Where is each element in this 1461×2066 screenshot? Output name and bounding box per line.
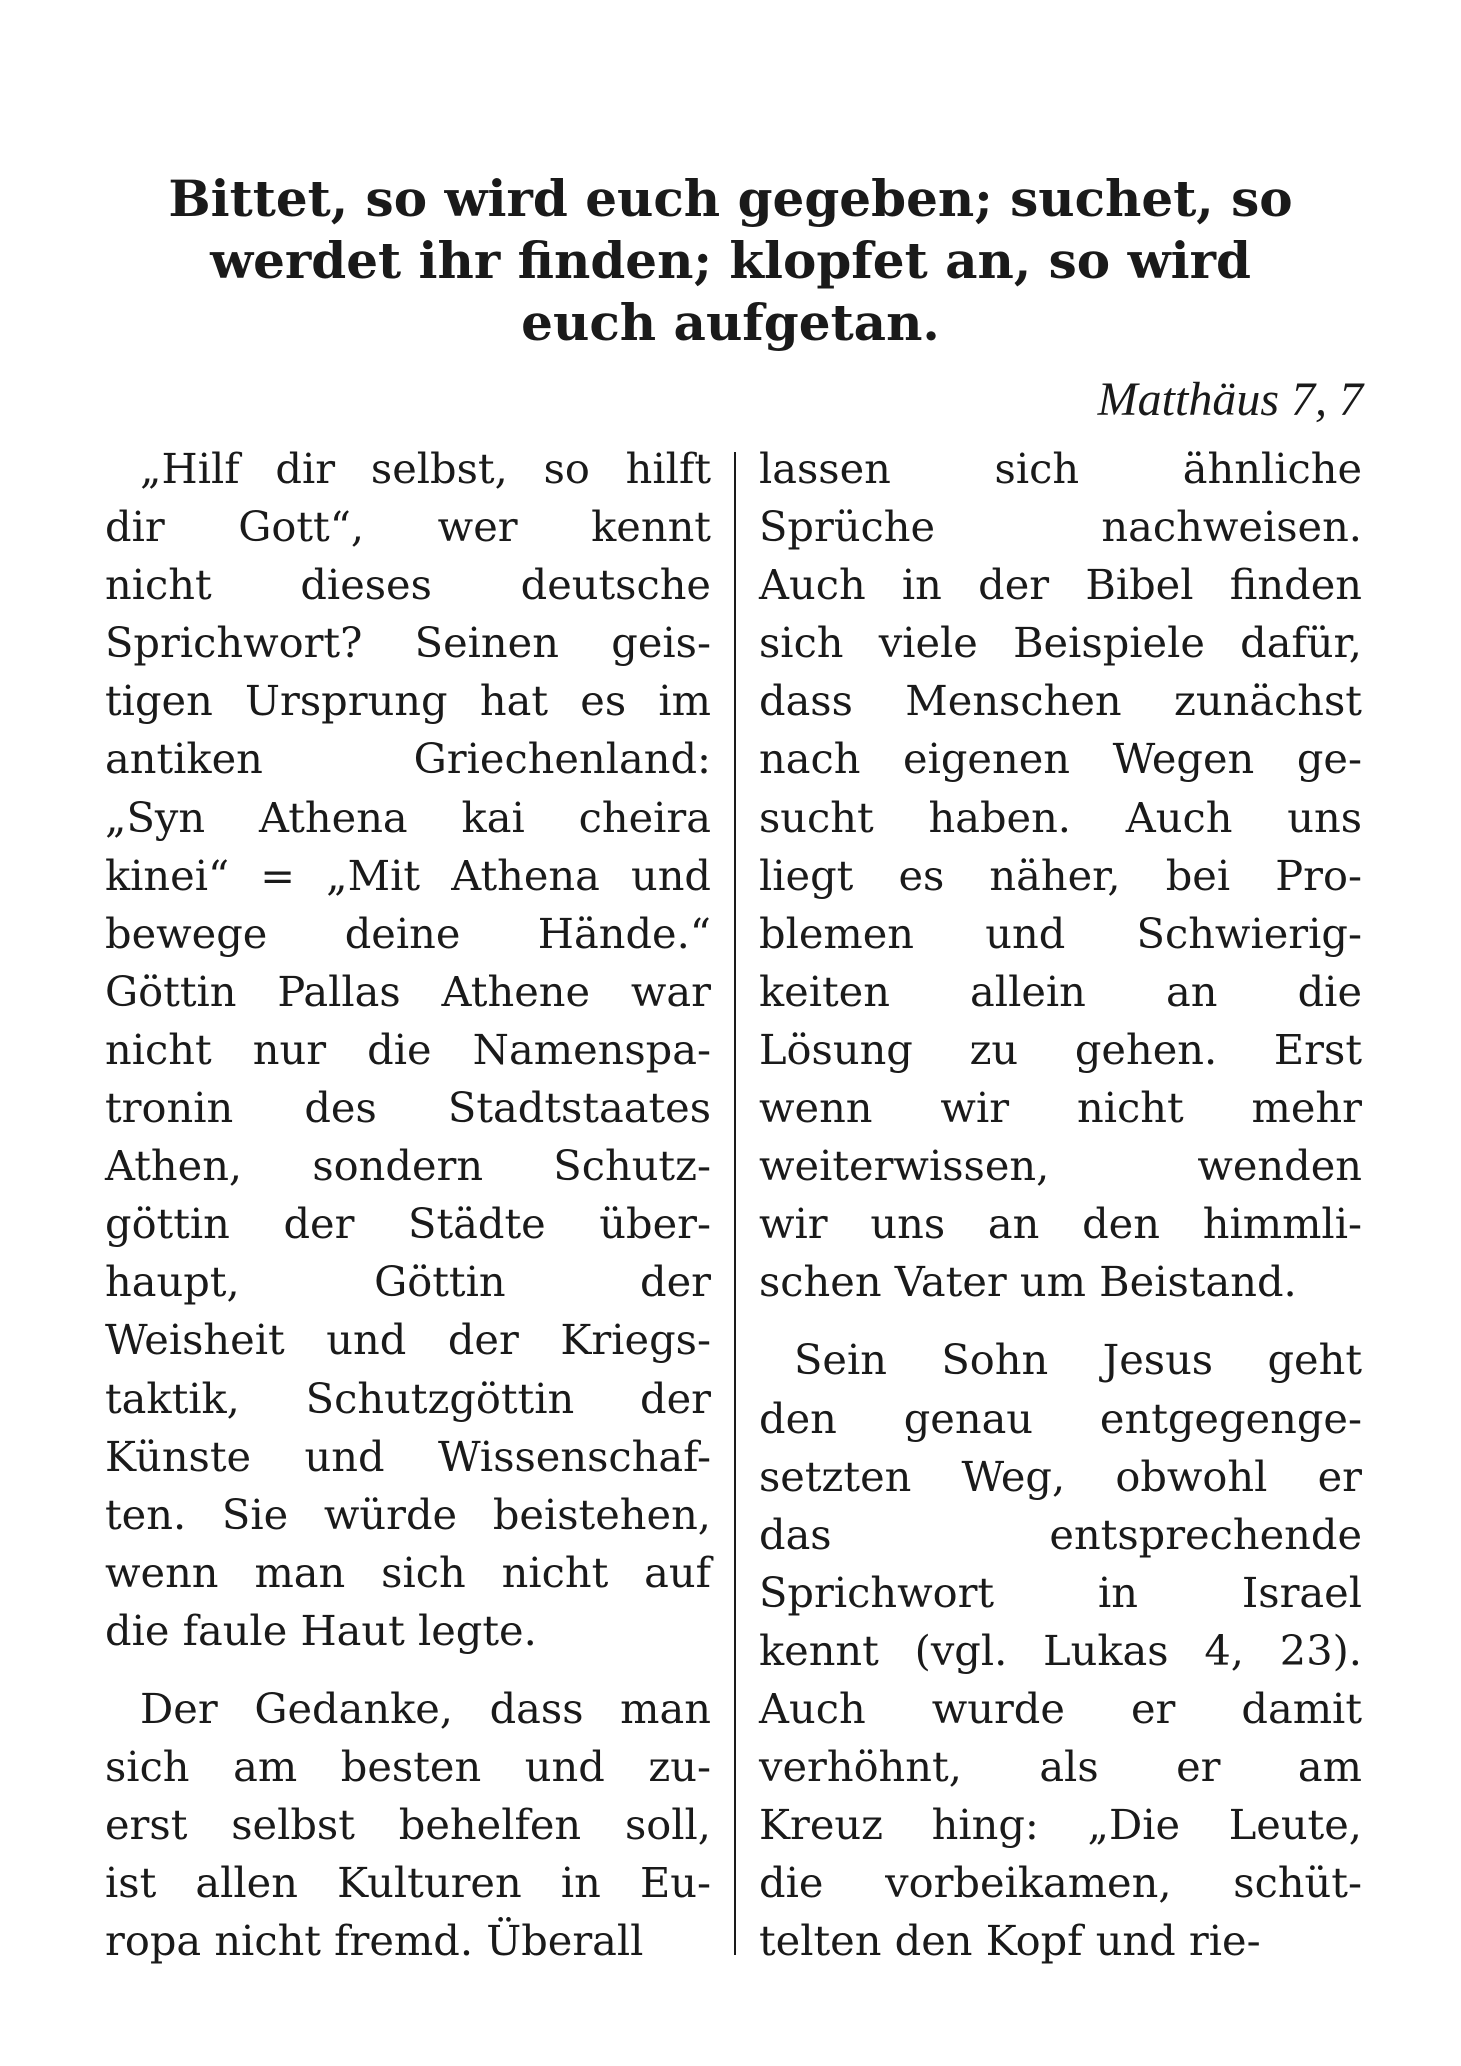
text-line: sucht haben. Auch uns xyxy=(759,792,1362,842)
text-line: den genau entgegenge- xyxy=(759,1393,1362,1443)
text-line: das entsprechende xyxy=(759,1509,1362,1559)
text-line: tigen Ursprung hat es im xyxy=(105,676,711,726)
text-line: setzten Weg, obwohl er xyxy=(759,1451,1362,1501)
right-column xyxy=(759,440,1362,1990)
body-paragraph xyxy=(759,1331,1362,1970)
text-line: haupt, Göttin der xyxy=(105,1257,711,1307)
text-line: Künste und Wissenschaf- xyxy=(105,1431,711,1481)
text-line: tronin des Stadtstaates xyxy=(105,1083,711,1133)
devotional-heading xyxy=(105,168,1356,354)
text-line: verhöhnt, als er am xyxy=(759,1742,1362,1792)
text-line: nicht dieses deutsche xyxy=(105,560,711,610)
text-line: Der Gedanke, dass man xyxy=(140,1683,711,1733)
text-line: „Syn Athena kai cheira xyxy=(105,792,711,842)
text-line: „Hilf dir selbst, so hilft xyxy=(140,444,711,493)
body-paragraph xyxy=(759,440,1362,1311)
text-line: kennt (vgl. Lukas 4, 23). xyxy=(759,1625,1362,1675)
text-line: die faule Haut legte. xyxy=(105,1605,537,1655)
text-line: Sprüche nachweisen. xyxy=(759,502,1362,552)
text-line: kinei“ = „Mit Athena und xyxy=(105,850,711,900)
text-line: erst selbst behelfen soll, xyxy=(105,1800,711,1850)
text-line: bewege deine Hände.“ xyxy=(105,908,711,958)
text-line: Auch wurde er damit xyxy=(759,1683,1362,1733)
bible-citation: Matthäus 7, 7 xyxy=(1097,373,1363,426)
text-line: ropa nicht fremd. Überall xyxy=(105,1916,644,1966)
text-line: Weisheit und der Kriegs- xyxy=(105,1315,711,1365)
text-line: Sprichwort? Seinen geis- xyxy=(105,618,711,668)
text-line: ist allen Kulturen in Eu- xyxy=(105,1858,711,1908)
text-line: blemen und Schwierig- xyxy=(759,908,1362,958)
text-line: Sprichwort in Israel xyxy=(759,1567,1362,1617)
text-line: antiken Griechenland: xyxy=(105,734,711,784)
text-line: die vorbeikamen, schüt- xyxy=(759,1858,1362,1908)
left-column xyxy=(105,440,711,1990)
column-divider xyxy=(734,452,736,1955)
text-line: göttin der Städte über- xyxy=(105,1199,711,1249)
text-line: Göttin Pallas Athene war xyxy=(105,966,711,1016)
text-line: ten. Sie würde beistehen, xyxy=(105,1489,711,1539)
heading-line: werdet ihr finden; klopfet an, so wird xyxy=(210,231,1251,290)
text-line: Lösung zu gehen. Erst xyxy=(759,1024,1362,1074)
body-paragraph xyxy=(105,1680,711,1970)
text-line: taktik, Schutzgöttin der xyxy=(105,1373,711,1423)
text-line: dir Gott“, wer kennt xyxy=(105,502,711,552)
text-line: Athen, sondern Schutz- xyxy=(105,1141,711,1191)
text-line: Auch in der Bibel finden xyxy=(759,560,1362,610)
text-line: sich viele Beispiele dafür, xyxy=(759,618,1362,668)
text-line: Kreuz hing: „Die Leute, xyxy=(759,1800,1362,1850)
text-line: Sein Sohn Jesus geht xyxy=(794,1335,1362,1385)
text-line: keiten allein an die xyxy=(759,966,1362,1016)
text-line: sich am besten und zu- xyxy=(105,1742,711,1792)
text-line: wenn wir nicht mehr xyxy=(759,1083,1362,1133)
text-line: nach eigenen Wegen ge- xyxy=(759,734,1362,784)
text-line: weiterwissen, wenden xyxy=(759,1141,1362,1191)
text-line: wenn man sich nicht auf xyxy=(105,1547,711,1597)
text-line: wir uns an den himmli- xyxy=(759,1199,1362,1249)
text-line: schen Vater um Beistand. xyxy=(759,1257,1297,1307)
text-line: liegt es näher, bei Pro- xyxy=(759,850,1362,900)
text-line: telten den Kopf und rie- xyxy=(759,1916,1261,1966)
heading-line: euch aufgetan. xyxy=(521,293,940,352)
text-line: lassen sich ähnliche xyxy=(759,444,1362,493)
heading-line: Bittet, so wird euch gegeben; suchet, so xyxy=(168,169,1293,228)
body-paragraph xyxy=(105,440,711,1660)
text-line: dass Menschen zunächst xyxy=(759,676,1362,726)
text-line: nicht nur die Namenspa- xyxy=(105,1024,711,1074)
